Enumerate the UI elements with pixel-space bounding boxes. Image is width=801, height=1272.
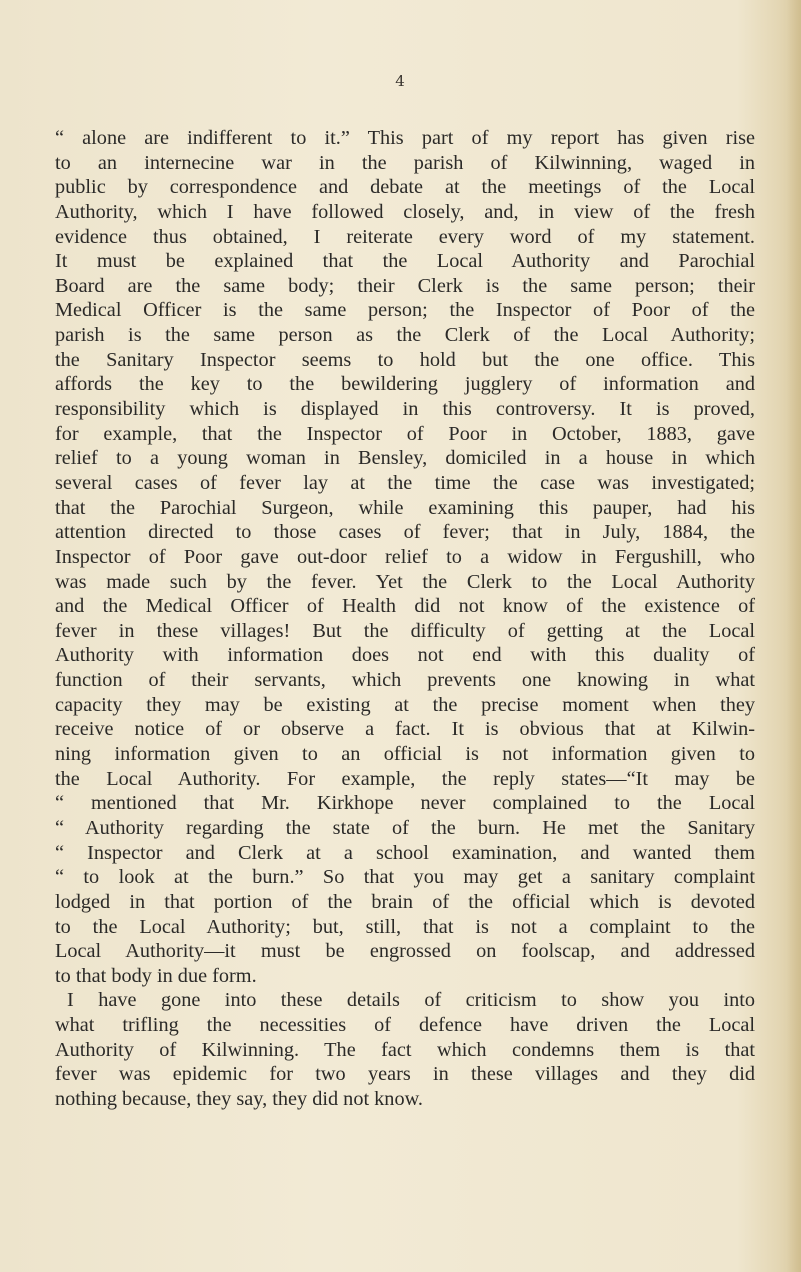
text-line: Medical Officer is the same person; the Inspector of Poor of the <box>55 299 755 322</box>
text-line: parish is the same person as the Clerk of the Local Authority; <box>55 324 755 347</box>
text-line: I have gone into these details of criticism to show you into <box>67 989 755 1012</box>
text-line: the Sanitary Inspector seems to hold but the one office. This <box>55 348 755 371</box>
page-edge-shadow <box>787 0 801 1272</box>
text-line: affords the key to the bewildering jugglery of information and <box>55 373 755 396</box>
text-line: public by correspondence and debate at the meetings of the Local <box>55 176 755 199</box>
text-line: receive notice of or observe a fact. It is obvious that at Kilwin- <box>55 718 755 741</box>
text-line: responsibility which is displayed in this controversy. It is proved, <box>55 398 755 421</box>
text-line: evidence thus obtained, I reiterate every word of my statement. <box>55 225 755 248</box>
text-line: that the Parochial Surgeon, while examining this pauper, had his <box>55 496 755 519</box>
text-line: to the Local Authority; but, still, that is not a complaint to the <box>55 915 755 938</box>
text-line: to an internecine war in the parish of Kilwinning, waged in <box>55 151 755 174</box>
text-line: relief to a young woman in Bensley, domiciled in a house in which <box>55 447 755 470</box>
text-line: the Local Authority. For example, the reply states—“It may be <box>55 767 755 790</box>
text-line: Authority, which I have followed closely, and, in view of the fresh <box>55 200 755 223</box>
text-line: “ Inspector and Clerk at a school examination, and wanted them <box>55 841 755 864</box>
page-number: 4 <box>395 72 405 90</box>
text-line: Inspector of Poor gave out-door relief to a widow in Fergushill, who <box>55 545 755 568</box>
text-line: and the Medical Officer of Health did not know of the existence of <box>55 595 755 618</box>
text-line: Local Authority—it must be engrossed on foolscap, and addressed <box>55 940 755 963</box>
text-line: several cases of fever lay at the time the case was investigated; <box>55 471 755 494</box>
text-line: function of their servants, which prevents one knowing in what <box>55 669 755 692</box>
text-line: ning information given to an official is not information given to <box>55 743 755 766</box>
body-text <box>55 126 755 1112</box>
text-line: “ Authority regarding the state of the burn. He met the Sanitary <box>55 816 755 839</box>
text-line: was made such by the fever. Yet the Clerk to the Local Authority <box>55 570 755 593</box>
text-line: for example, that the Inspector of Poor in October, 1883, gave <box>55 422 755 445</box>
text-line: “ mentioned that Mr. Kirkhope never complained to the Local <box>55 792 755 815</box>
text-line: “ alone are indifferent to it.” This part of my report has given rise <box>55 127 755 149</box>
text-line: It must be explained that the Local Authority and Parochial <box>55 250 755 273</box>
text-line: capacity they may be existing at the precise moment when they <box>55 693 755 716</box>
text-line: what trifling the necessities of defence have driven the Local <box>55 1014 755 1037</box>
text-line: Authority with information does not end with this duality of <box>55 644 755 667</box>
text-line: Authority of Kilwinning. The fact which condemns them is that <box>55 1038 755 1061</box>
text-line: fever in these villages! But the difficulty of getting at the Local <box>55 619 755 642</box>
text-line: “ to look at the burn.” So that you may get a sanitary complaint <box>55 866 755 889</box>
text-line: Board are the same body; their Clerk is the same person; their <box>55 274 755 297</box>
text-line: lodged in that portion of the brain of the official which is devoted <box>55 890 755 913</box>
text-line: attention directed to those cases of fever; that in July, 1884, the <box>55 521 755 544</box>
text-line: fever was epidemic for two years in these villages and they did <box>55 1063 755 1086</box>
text-line: to that body in due form. <box>55 964 257 987</box>
text-line: nothing because, they say, they did not know. <box>55 1087 423 1110</box>
